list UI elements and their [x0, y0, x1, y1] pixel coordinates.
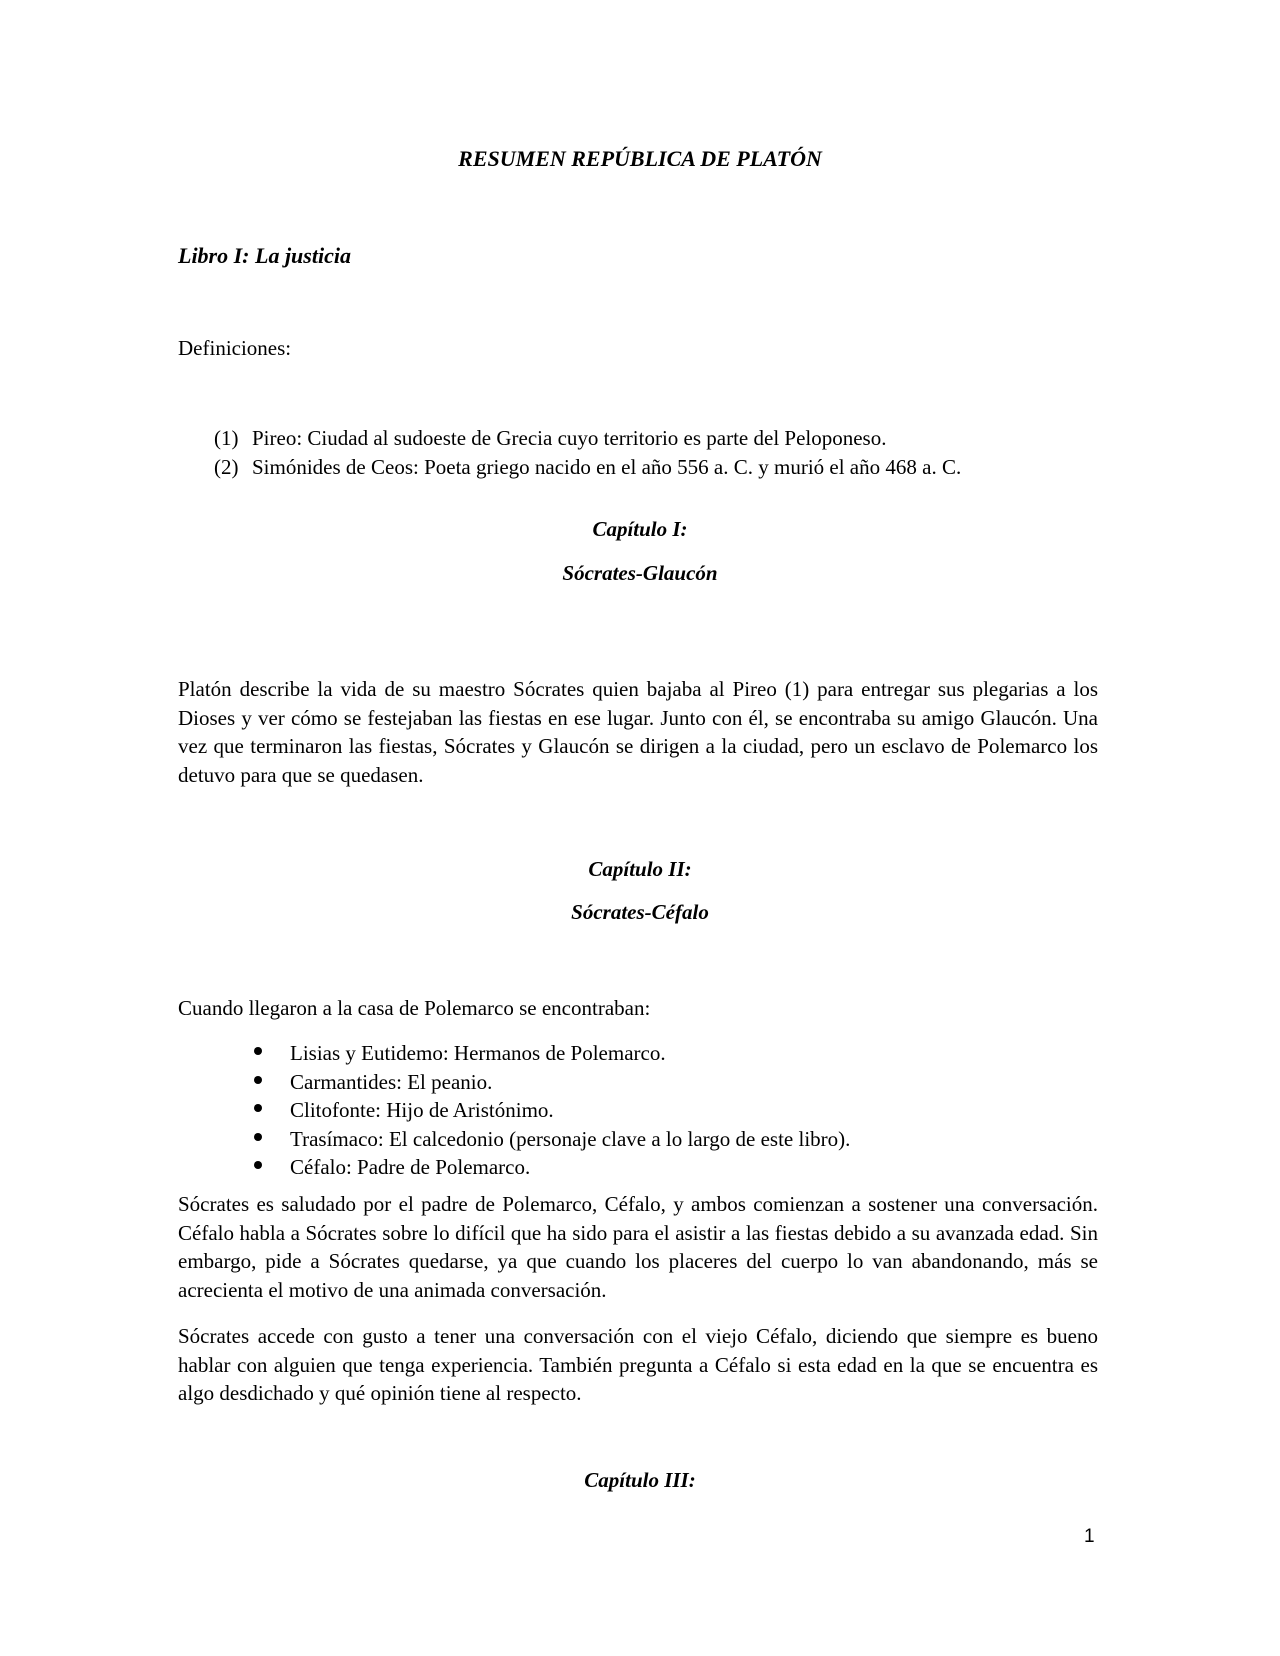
book-heading: Libro I: La justicia [178, 243, 351, 268]
definition-text: Simónides de Ceos: Poeta griego nacido en el año 556 a. C. y murió el año 468 a. C. [252, 454, 962, 479]
list-item [252, 1153, 850, 1182]
chapter-2-paragraph-1: Sócrates es saludado por el padre de Polemarco, Céfalo, y ambos comienzan a sostener una conversación. Céfalo habla a Sócrates sobre lo difícil que ha sido para el asistir a las fiestas debido a su avanzada edad. Sin embargo, pide a Sócrates quedarse, ya que cuando los placeres del cuerpo lo van abandonando, más se acrecienta el motivo de una animada conversación. [178, 1192, 1098, 1302]
list-item-text: Carmantides: El peanio. [290, 1069, 493, 1094]
document-title: RESUMEN REPÚBLICA DE PLATÓN [458, 146, 822, 171]
definition-text: Pireo: Ciudad al sudoeste de Grecia cuyo territorio es parte del Peloponeso. [252, 426, 887, 450]
list-item [252, 1068, 850, 1097]
list-item-text: Clitofonte: Hijo de Aristónimo. [290, 1098, 554, 1122]
chapter-1-paragraph: Platón describe la vida de su maestro Sócrates quien bajaba al Pireo (1) para entregar sus plegarias a los Dioses y ver cómo se festejaban las fiestas en ese lugar. Junto con él, se encontraba su amigo Glaucón. Una vez que terminaron las fiestas, Sócrates y Glaucón se dirigen a la ciudad, pero un esclavo de Polemarco los detuvo para que se quedasen. [178, 677, 1098, 787]
definitions-list [214, 424, 961, 481]
list-item-text: Lisias y Eutidemo: Hermanos de Polemarco. [290, 1041, 666, 1065]
list-item-text: Céfalo: Padre de Polemarco. [290, 1155, 531, 1179]
list-item [252, 1096, 850, 1125]
people-list [252, 1039, 850, 1182]
definition-number: (2) [214, 454, 239, 479]
chapter-1-number: Capítulo I: [592, 517, 688, 541]
chapter-2-subtitle: Sócrates-Céfalo [571, 900, 709, 924]
list-item-text: Trasímaco: El calcedonio (personaje clave a lo largo de este libro). [290, 1126, 851, 1151]
definition-item [214, 453, 961, 482]
chapter-2-intro: Cuando llegaron a la casa de Polemarco se encontraban: [178, 996, 651, 1020]
definition-number: (1) [214, 426, 239, 450]
definitions-label: Definiciones: [178, 336, 292, 360]
definition-item [214, 424, 961, 453]
chapter-3-number: Capítulo III: [584, 1468, 696, 1492]
chapter-2-paragraph-2: Sócrates accede con gusto a tener una conversación con el viejo Céfalo, diciendo que siempre es bueno hablar con alguien que tenga experiencia. También pregunta a Céfalo si esta edad en la que se encuentra es algo desdichado y qué opinión tiene al respecto. [178, 1324, 1098, 1405]
list-item [252, 1039, 850, 1068]
list-item [252, 1125, 850, 1154]
chapter-2-number: Capítulo II: [588, 857, 692, 881]
chapter-1-subtitle: Sócrates-Glaucón [562, 561, 718, 585]
page-number: 1 [1084, 1526, 1095, 1547]
